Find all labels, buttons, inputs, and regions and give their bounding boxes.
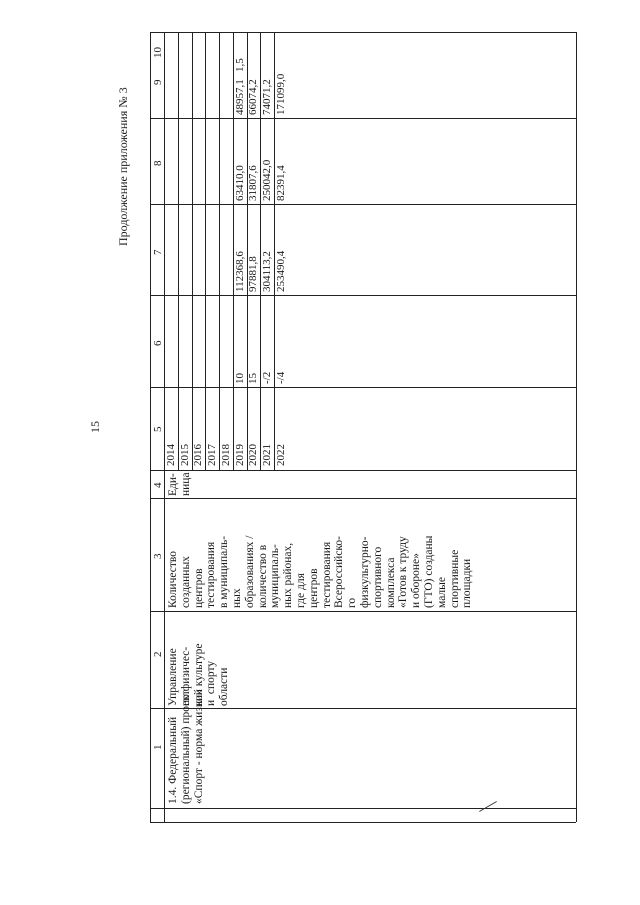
year-label: 2015 xyxy=(179,444,191,466)
year-label: 2022 xyxy=(275,444,287,466)
funding-federal-value: 63410,0 xyxy=(234,165,246,201)
funding-local-value: 1,5 xyxy=(234,58,246,72)
funding-federal-value: 31807,6 xyxy=(247,165,259,201)
column-number: 4 xyxy=(152,482,164,488)
column-number: 7 xyxy=(152,249,164,255)
funding-regional-value: 171099,0 xyxy=(275,73,287,115)
program-table xyxy=(150,32,576,822)
target-value: -/2 xyxy=(261,371,273,384)
funding-regional-value: 74071,2 xyxy=(261,79,273,115)
funding-regional-value: 66074,2 xyxy=(247,79,259,115)
column-number: 8 xyxy=(152,160,164,166)
column-number: 9 xyxy=(152,79,164,85)
funding-federal-value: 82391,4 xyxy=(275,165,287,201)
year-label: 2018 xyxy=(220,444,232,466)
year-label: 2021 xyxy=(261,444,273,466)
column-number: 1 xyxy=(152,744,164,750)
appendix-continuation-note: Продолжение приложения № 3 xyxy=(116,87,130,246)
unit-cell: Еди- ница xyxy=(167,472,192,496)
year-label: 2019 xyxy=(234,444,246,466)
responsible-executor-cell: Управление по физичес- кой культуре и спорту области xyxy=(167,643,231,706)
column-number: 3 xyxy=(152,553,164,559)
project-name-cell: 1.4. Федеральный (региональный) проект «Спорт - норма жизни» xyxy=(167,689,205,804)
target-value: 10 xyxy=(234,373,246,384)
indicator-description-cell: Количество созданных центров тестирования в муниципаль- ных образованиях / количество в муниципаль- ных районах, где для центров тестирования Всероссийско- го физкультурно- спортивного комплекса «Готов к труду и обороне» (ГТО) созданы малые спортивные площадки xyxy=(167,535,474,608)
funding-total-value: 304113,2 xyxy=(261,251,273,292)
year-label: 2016 xyxy=(192,444,204,466)
funding-total-value: 253490,4 xyxy=(275,250,287,292)
funding-federal-value: 250042,0 xyxy=(261,159,273,201)
funding-total-value: 97881,8 xyxy=(247,256,259,292)
column-number: 10 xyxy=(152,47,164,58)
funding-total-value: 112368,6 xyxy=(234,251,246,292)
column-number: 2 xyxy=(152,651,164,657)
funding-regional-value: 48957,1 xyxy=(234,79,246,115)
year-label: 2017 xyxy=(206,444,218,466)
page-number: 15 xyxy=(88,421,102,433)
target-value: 15 xyxy=(247,373,259,384)
column-number: 5 xyxy=(152,426,164,432)
year-label: 2020 xyxy=(247,444,259,466)
column-number: 6 xyxy=(152,340,164,346)
target-value: -/4 xyxy=(275,371,287,384)
year-label: 2014 xyxy=(165,444,177,466)
